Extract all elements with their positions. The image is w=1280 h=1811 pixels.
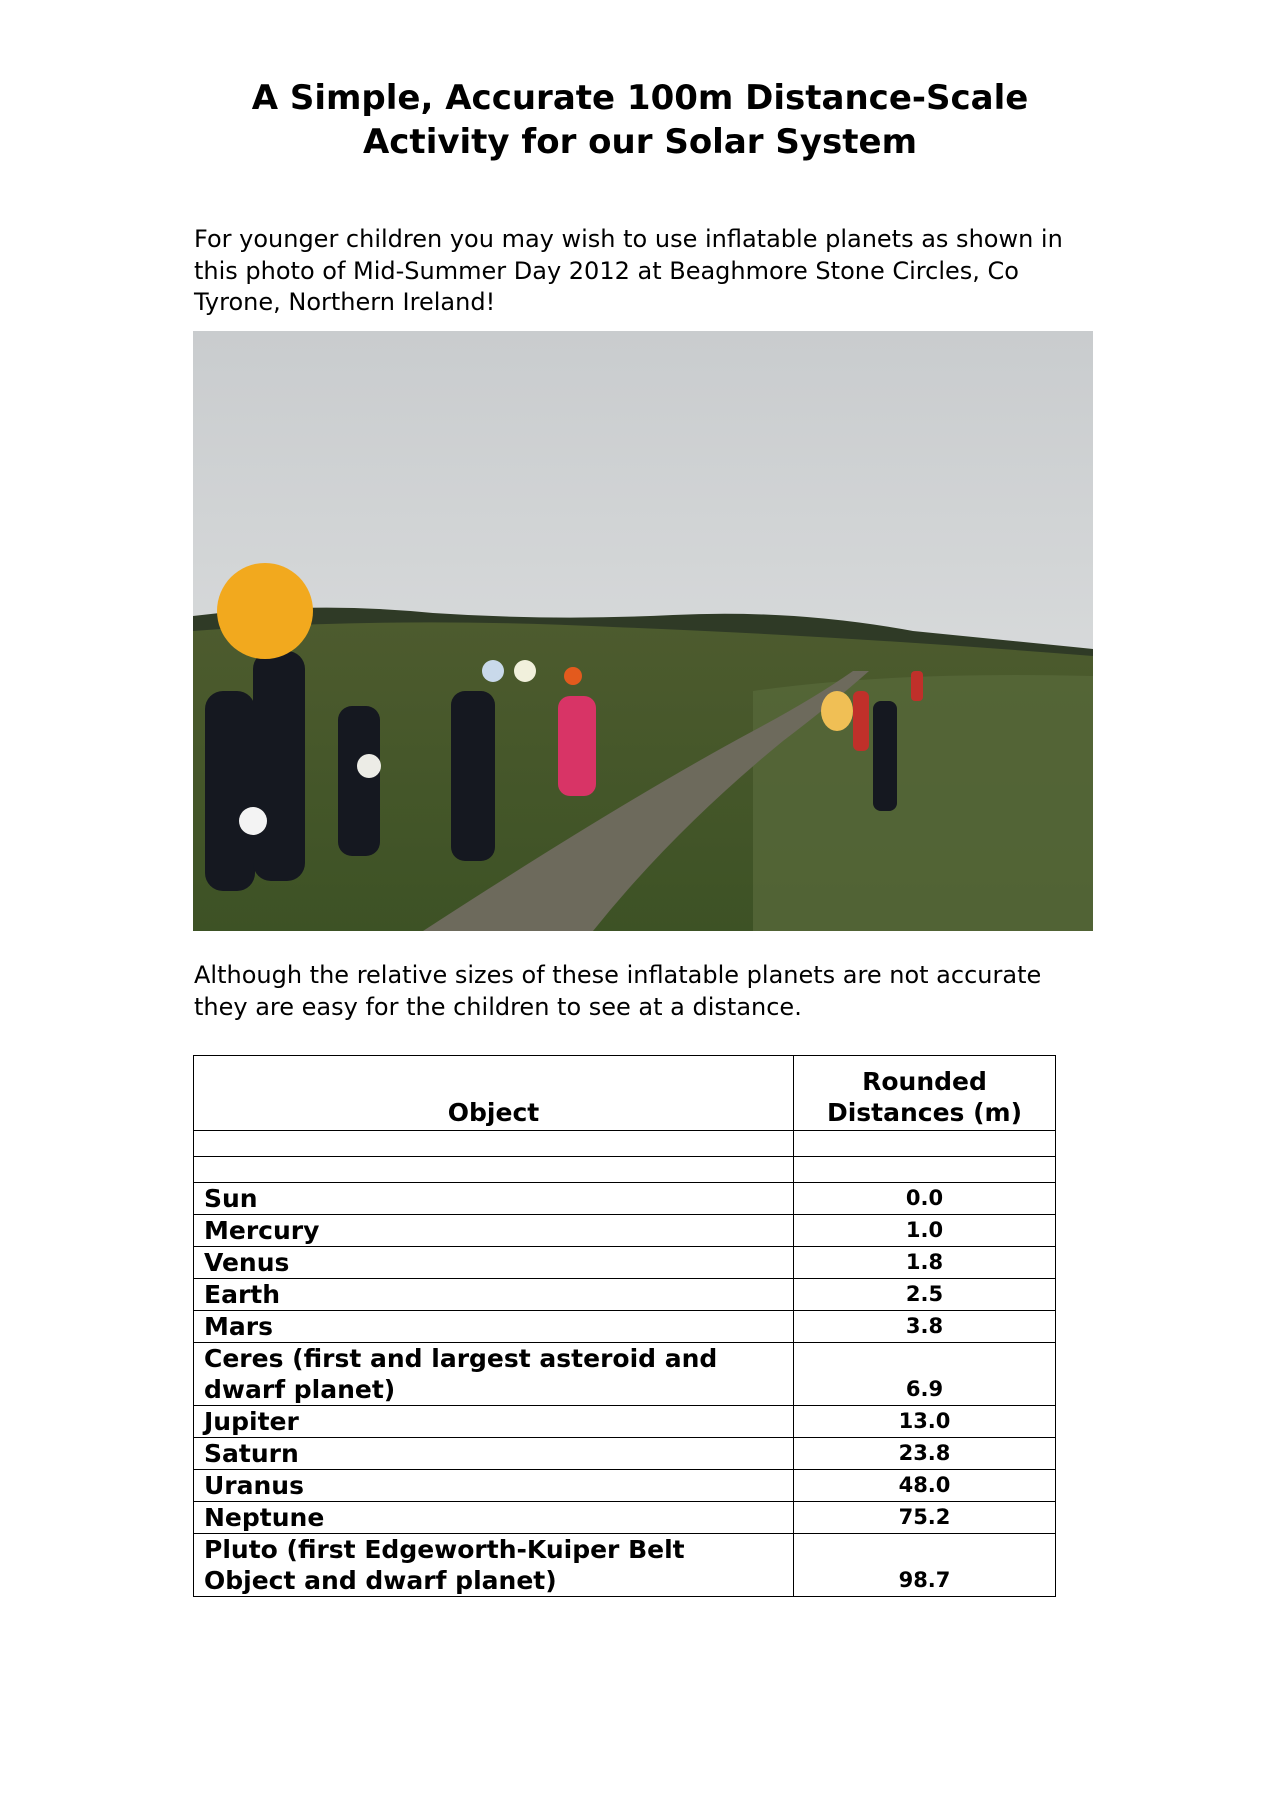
table-row — [194, 1470, 1056, 1502]
object-cell: Sun — [194, 1183, 794, 1215]
table-row — [194, 1215, 1056, 1247]
intro-paragraph: For younger children you may wish to use inflatable planets as shown in this photo of Mid-Summer Day 2012 at Beaghmore Stone Circles, Co Tyrone, Northern Ireland! — [194, 225, 1063, 316]
object-cell: Venus — [194, 1247, 794, 1279]
distance-cell: 75.2 — [794, 1502, 1056, 1534]
photo-illustration — [193, 331, 1093, 931]
distance-cell: 3.8 — [794, 1311, 1056, 1343]
distance-table — [193, 1055, 1056, 1597]
page-title — [0, 76, 1280, 164]
table-blank-row — [194, 1157, 1056, 1183]
distance-cell: 2.5 — [794, 1279, 1056, 1311]
distance-cell: 0.0 — [794, 1183, 1056, 1215]
note-paragraph: Although the relative sizes of these inflatable planets are not accurate they are easy for the children to see at a distance. — [194, 961, 1042, 1021]
table-row — [194, 1406, 1056, 1438]
header-distance: Rounded Distances (m) — [794, 1056, 1056, 1131]
object-cell: Mercury — [194, 1215, 794, 1247]
object-cell: Pluto (first Edgeworth-Kuiper Belt Object and dwarf planet) — [194, 1534, 794, 1597]
title-line-2: Activity for our Solar System — [362, 122, 918, 162]
distance-cell: 48.0 — [794, 1470, 1056, 1502]
photo-inflatable-planets — [193, 331, 1093, 931]
table-row — [194, 1279, 1056, 1311]
table-row — [194, 1438, 1056, 1470]
distance-cell: 13.0 — [794, 1406, 1056, 1438]
distance-cell: 1.0 — [794, 1215, 1056, 1247]
table-blank-row — [194, 1131, 1056, 1157]
header-object: Object — [194, 1056, 794, 1131]
object-cell: Uranus — [194, 1470, 794, 1502]
table-row — [194, 1343, 1056, 1406]
table-row — [194, 1311, 1056, 1343]
table-row — [194, 1534, 1056, 1597]
object-cell: Jupiter — [194, 1406, 794, 1438]
title-line-1: A Simple, Accurate 100m Distance-Scale — [251, 78, 1029, 118]
object-cell: Mars — [194, 1311, 794, 1343]
distance-cell: 98.7 — [794, 1534, 1056, 1597]
table-row — [194, 1502, 1056, 1534]
distance-cell: 23.8 — [794, 1438, 1056, 1470]
object-cell: Ceres (first and largest asteroid and dwarf planet) — [194, 1343, 794, 1406]
table-row — [194, 1247, 1056, 1279]
object-cell: Earth — [194, 1279, 794, 1311]
object-cell: Saturn — [194, 1438, 794, 1470]
distance-cell: 1.8 — [794, 1247, 1056, 1279]
table-row — [194, 1183, 1056, 1215]
distance-cell: 6.9 — [794, 1343, 1056, 1406]
table-header-row — [194, 1056, 1056, 1131]
object-cell: Neptune — [194, 1502, 794, 1534]
